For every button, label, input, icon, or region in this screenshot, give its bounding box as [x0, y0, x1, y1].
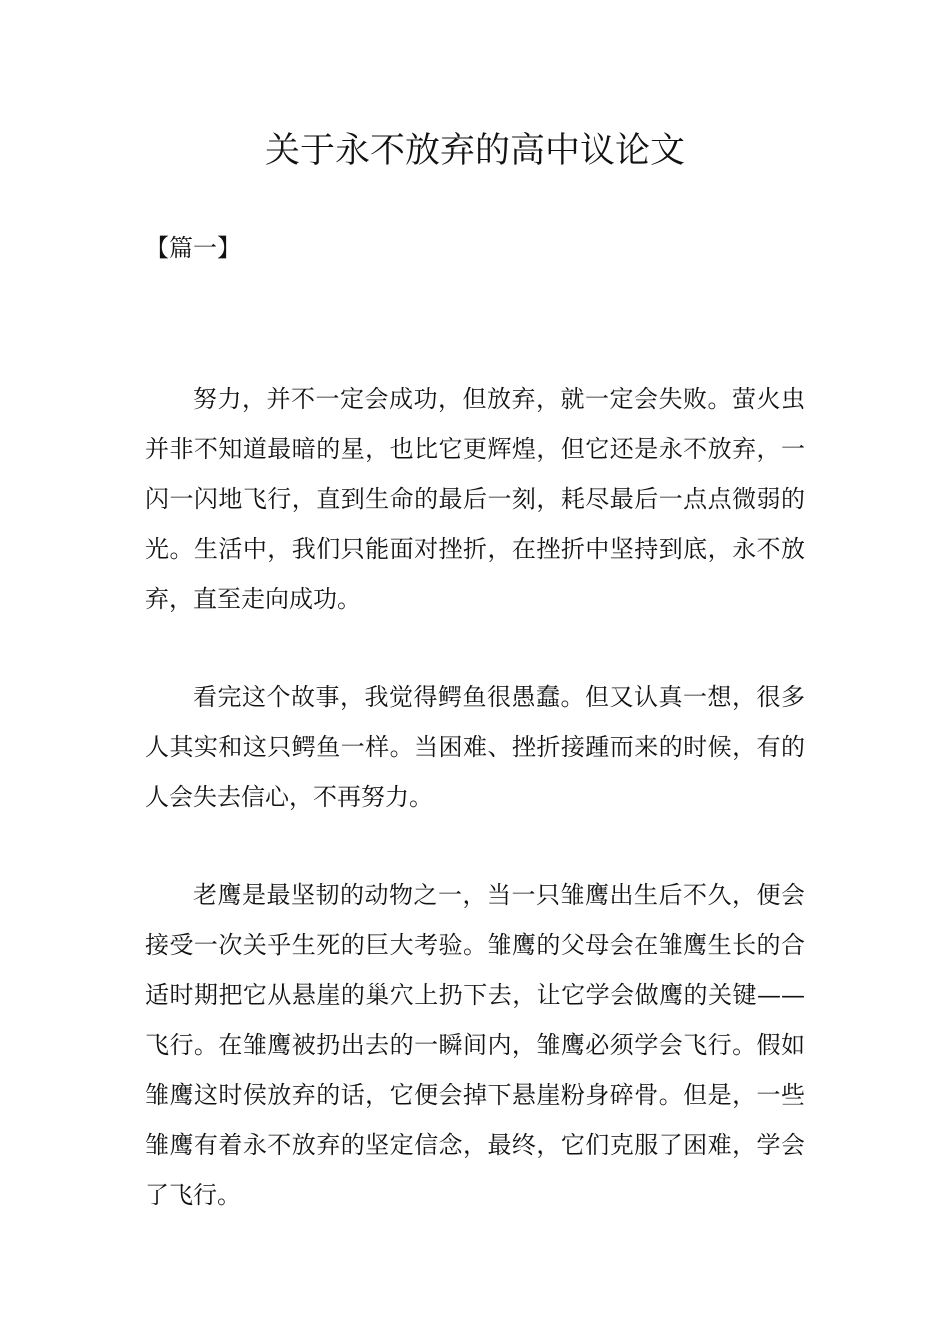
paragraph-2: 看完这个故事，我觉得鳄鱼很愚蠢。但又认真一想，很多人其实和这只鳄鱼一样。当困难、挫折接踵而来的时候，有的人会失去信心，不再努力。 [145, 683, 805, 811]
section-label: 【篇一】 [145, 234, 241, 262]
document-title: 关于永不放弃的高中议论文 [264, 131, 685, 171]
paragraph-1: 努力，并不一定会成功，但放弃，就一定会失败。萤火虫并非不知道最暗的星，也比它更辉煌，但它还是永不放弃，一闪一闪地飞行，直到生命的最后一刻，耗尽最后一点点微弱的光。生活中，我们只能面对挫折，在挫折中坚持到底，永不放弃，直至走向成功。 [145, 385, 805, 613]
paragraph-3: 老鹰是最坚韧的动物之一，当一只雏鹰出生后不久，便会接受一次关乎生死的巨大考验。雏鹰的父母会在雏鹰生长的合适时期把它从悬崖的巢穴上扔下去，让它学会做鹰的关键——飞行。在雏鹰被扔出去的一瞬间内，雏鹰必须学会飞行。假如雏鹰这时侯放弃的话，它便会掉下悬崖粉身碎骨。但是，一些雏鹰有着永不放弃的坚定信念，最终，它们克服了困难，学会了飞行。 [145, 881, 805, 1209]
